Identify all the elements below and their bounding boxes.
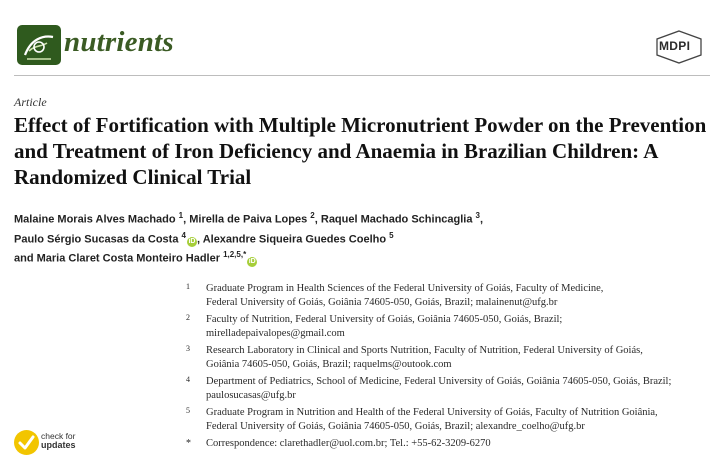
affiliation-number: 4 <box>186 375 190 384</box>
header <box>0 0 721 70</box>
author-name[interactable]: Alexandre Siqueira Guedes Coelho <box>202 233 387 246</box>
author-list: Malaine Morais Alves Machado $^1$, Mirella de Paiva Lopes $^2$, Raquel Machado Schincaglia $^3$, Paulo Sérgio Sucasas da Costa $^4$iD , Alexandre Siqueira Guedes Coelho $^5$ and Maria Claret Costa Monteiro Hadler $^{1,2,5,*}$iD <box>14 211 484 265</box>
author-affiliation-ref: 2 <box>310 211 315 220</box>
correspondence-text: Correspondence: clarethadler@uol.com.br; Tel.: +55-62-3209-6270 <box>206 438 491 449</box>
affiliation-text: Department of Pediatrics, School of Medicine, Federal University of Goiás, Goiânia 74605-050, Goiás, Brazil; <box>206 376 672 387</box>
article-title: Effect of Fortification with Multiple Micronutrient Powder on the Prevention and Treatment of Iron Deficiency and Anaemia in Brazilian Children: A Randomized Clinical Trial <box>14 113 707 189</box>
nutrients-logo-icon[interactable] <box>17 25 61 65</box>
affiliation-number: 3 <box>186 344 190 353</box>
affiliation-text: Goiânia 74605-050, Goiás, Brazil; raquelms@outook.com <box>206 358 452 370</box>
header-divider <box>14 75 710 76</box>
author-affiliation-ref: 5 <box>389 230 394 240</box>
affiliations-list <box>186 282 706 455</box>
affiliation-item <box>186 282 706 309</box>
author-affiliation-ref: 1,2,5,* <box>223 250 247 260</box>
affiliation-item <box>186 375 706 402</box>
affiliation-item <box>186 344 706 371</box>
affiliation-text: Federal University of Goiás, Goiânia 74605-050, Goiás, Brazil; malainenut@ufg.br <box>206 296 558 308</box>
affiliation-text: Research Laboratory in Clinical and Sports Nutrition, Faculty of Nutrition, Federal University of Goiás, <box>206 345 643 356</box>
orcid-icon[interactable]: iD <box>188 238 196 246</box>
affiliation-text: Federal University of Goiás, Goiânia 74605-050, Goiás, Brazil; alexandre_coelho@ufg.br <box>206 420 585 432</box>
publisher-name[interactable]: MDPI <box>659 39 691 53</box>
affiliation-text: Faculty of Nutrition, Federal University of Goiás, Goiânia 74605-050, Goiás, Brazil; <box>206 314 563 325</box>
author-name[interactable]: Malaine Morais Alves Machado <box>14 213 176 226</box>
orcid-icon[interactable]: iD <box>248 257 256 265</box>
affiliation-item <box>186 313 706 340</box>
check-for-updates-line2: updates <box>41 440 76 450</box>
affiliation-text: mirelladepaivalopes@gmail.com <box>206 327 345 339</box>
affiliation-number: 5 <box>186 406 190 415</box>
check-for-updates-button[interactable] <box>41 432 76 450</box>
author-affiliation-ref: 4 <box>181 230 186 240</box>
correspondence-mark: * <box>186 438 191 449</box>
affiliation-text: paulosucasas@ufg.br <box>206 389 296 401</box>
author-affiliation-ref: 1 <box>178 211 184 220</box>
author-name[interactable]: Raquel Machado Schincaglia <box>320 213 473 226</box>
affiliation-text: Graduate Program in Nutrition and Health of the Federal University of Goiás, Faculty of Nutrition Goiânia, <box>206 407 658 418</box>
affiliation-number: 1 <box>186 282 190 291</box>
affiliation-item <box>186 406 706 433</box>
author-name[interactable]: Maria Claret Costa Monteiro Hadler <box>36 252 220 265</box>
author-name[interactable]: Mirella de Paiva Lopes <box>189 213 308 226</box>
article-type: Article <box>14 95 47 109</box>
check-for-updates-line1: check for <box>41 431 76 441</box>
author-affiliation-ref: 3 <box>475 211 480 220</box>
affiliation-text: Graduate Program in Health Sciences of the Federal University of Goiás, Faculty of Medicine, <box>206 283 604 294</box>
journal-name[interactable]: nutrients <box>64 26 174 58</box>
correspondence <box>186 437 706 451</box>
affiliation-number: 2 <box>186 313 190 322</box>
author-name[interactable]: Paulo Sérgio Sucasas da Costa <box>14 233 179 246</box>
check-for-updates-icon[interactable] <box>13 429 40 456</box>
